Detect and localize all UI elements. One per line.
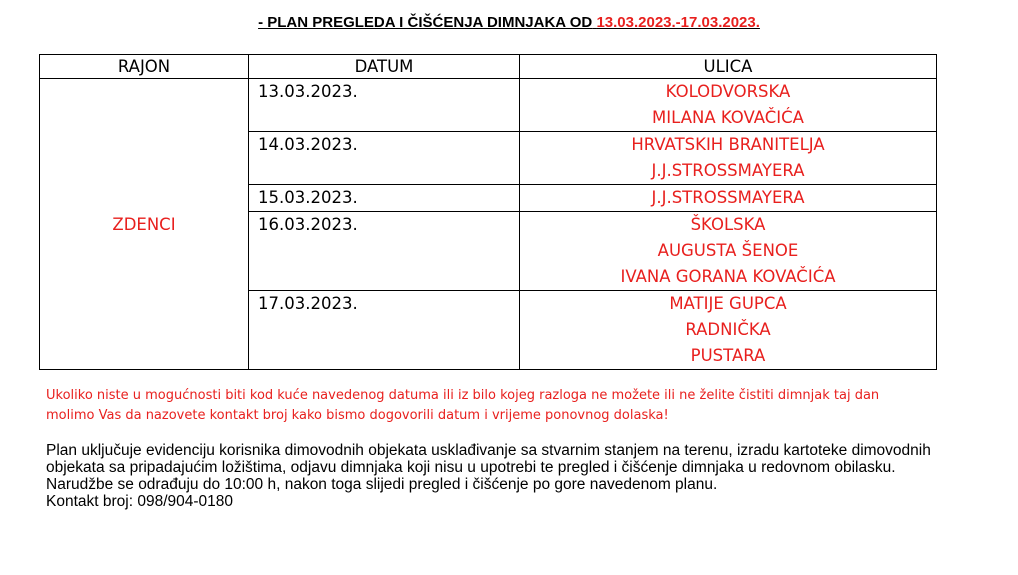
date-cell: 17.03.2023. [249,291,520,370]
header-ulica: ULICA [520,55,937,79]
street-name: MATIJE GUPCA [669,294,787,313]
street-name: HRVATSKIH BRANITELJA [631,135,825,154]
street-name: MILANA KOVAČIĆA [652,108,804,127]
street-cell [520,132,937,185]
header-rajon: RAJON [40,55,249,79]
street-cell [520,79,937,132]
street-name: J.J.STROSSMAYERA [651,188,805,207]
info-block [46,442,956,510]
street-name: AUGUSTA ŠENOE [657,241,799,260]
street-name: IVANA GORANA KOVAČIĆA [620,267,836,286]
title-dates: 13.03.2023.-17.03.2023. [596,14,760,31]
street-cell [520,185,937,212]
notice-line: molimo Vas da nazovete kontakt broj kako bismo dogovorili datum i vrijeme ponovnog dolaska! [46,408,669,423]
street-name: ŠKOLSKA [690,215,766,234]
street-cell [520,212,937,291]
street-cell [520,291,937,370]
rajon-cell: ZDENCI [40,79,249,370]
schedule-table [39,54,937,370]
plan-description: Plan uključuje evidenciju korisnika dimovodnih objekata usklađivanje sa stvarnim stanjem na terenu, izradu kartoteke dimovodnih objekata sa pripadajućim ložištima, odjavu dimnjaka koji nisu u upotrebi te pregled i čišćenje dimnjaka u redovnom obilasku. [46,442,931,476]
date-cell: 15.03.2023. [249,185,520,212]
street-name: KOLODVORSKA [665,82,791,101]
date-cell: 13.03.2023. [249,79,520,132]
date-cell: 14.03.2023. [249,132,520,185]
street-name: PUSTARA [690,346,766,365]
orders-note: Narudžbe se odrađuju do 10:00 h, nakon toga slijedi pregled i čišćenje po gore navedenom planu. [46,476,718,493]
date-cell: 16.03.2023. [249,212,520,291]
contact-number: Kontakt broj: 098/904-0180 [46,493,233,510]
title-prefix: - PLAN PREGLEDA I ČIŠĆENJA DIMNJAKA OD [258,14,593,31]
street-name: RADNIČKA [685,320,771,339]
notice-text [46,386,966,426]
street-name: J.J.STROSSMAYERA [651,161,805,180]
notice-line: Ukoliko niste u mogućnosti biti kod kuće navedenog datuma ili iz bilo kojeg razloga ne možete ili ne želite čistiti dimnjak taj dan [46,388,880,403]
table-header-row [40,55,937,79]
header-datum: DATUM [249,55,520,79]
table-row [40,79,937,132]
page-title [0,14,1018,31]
